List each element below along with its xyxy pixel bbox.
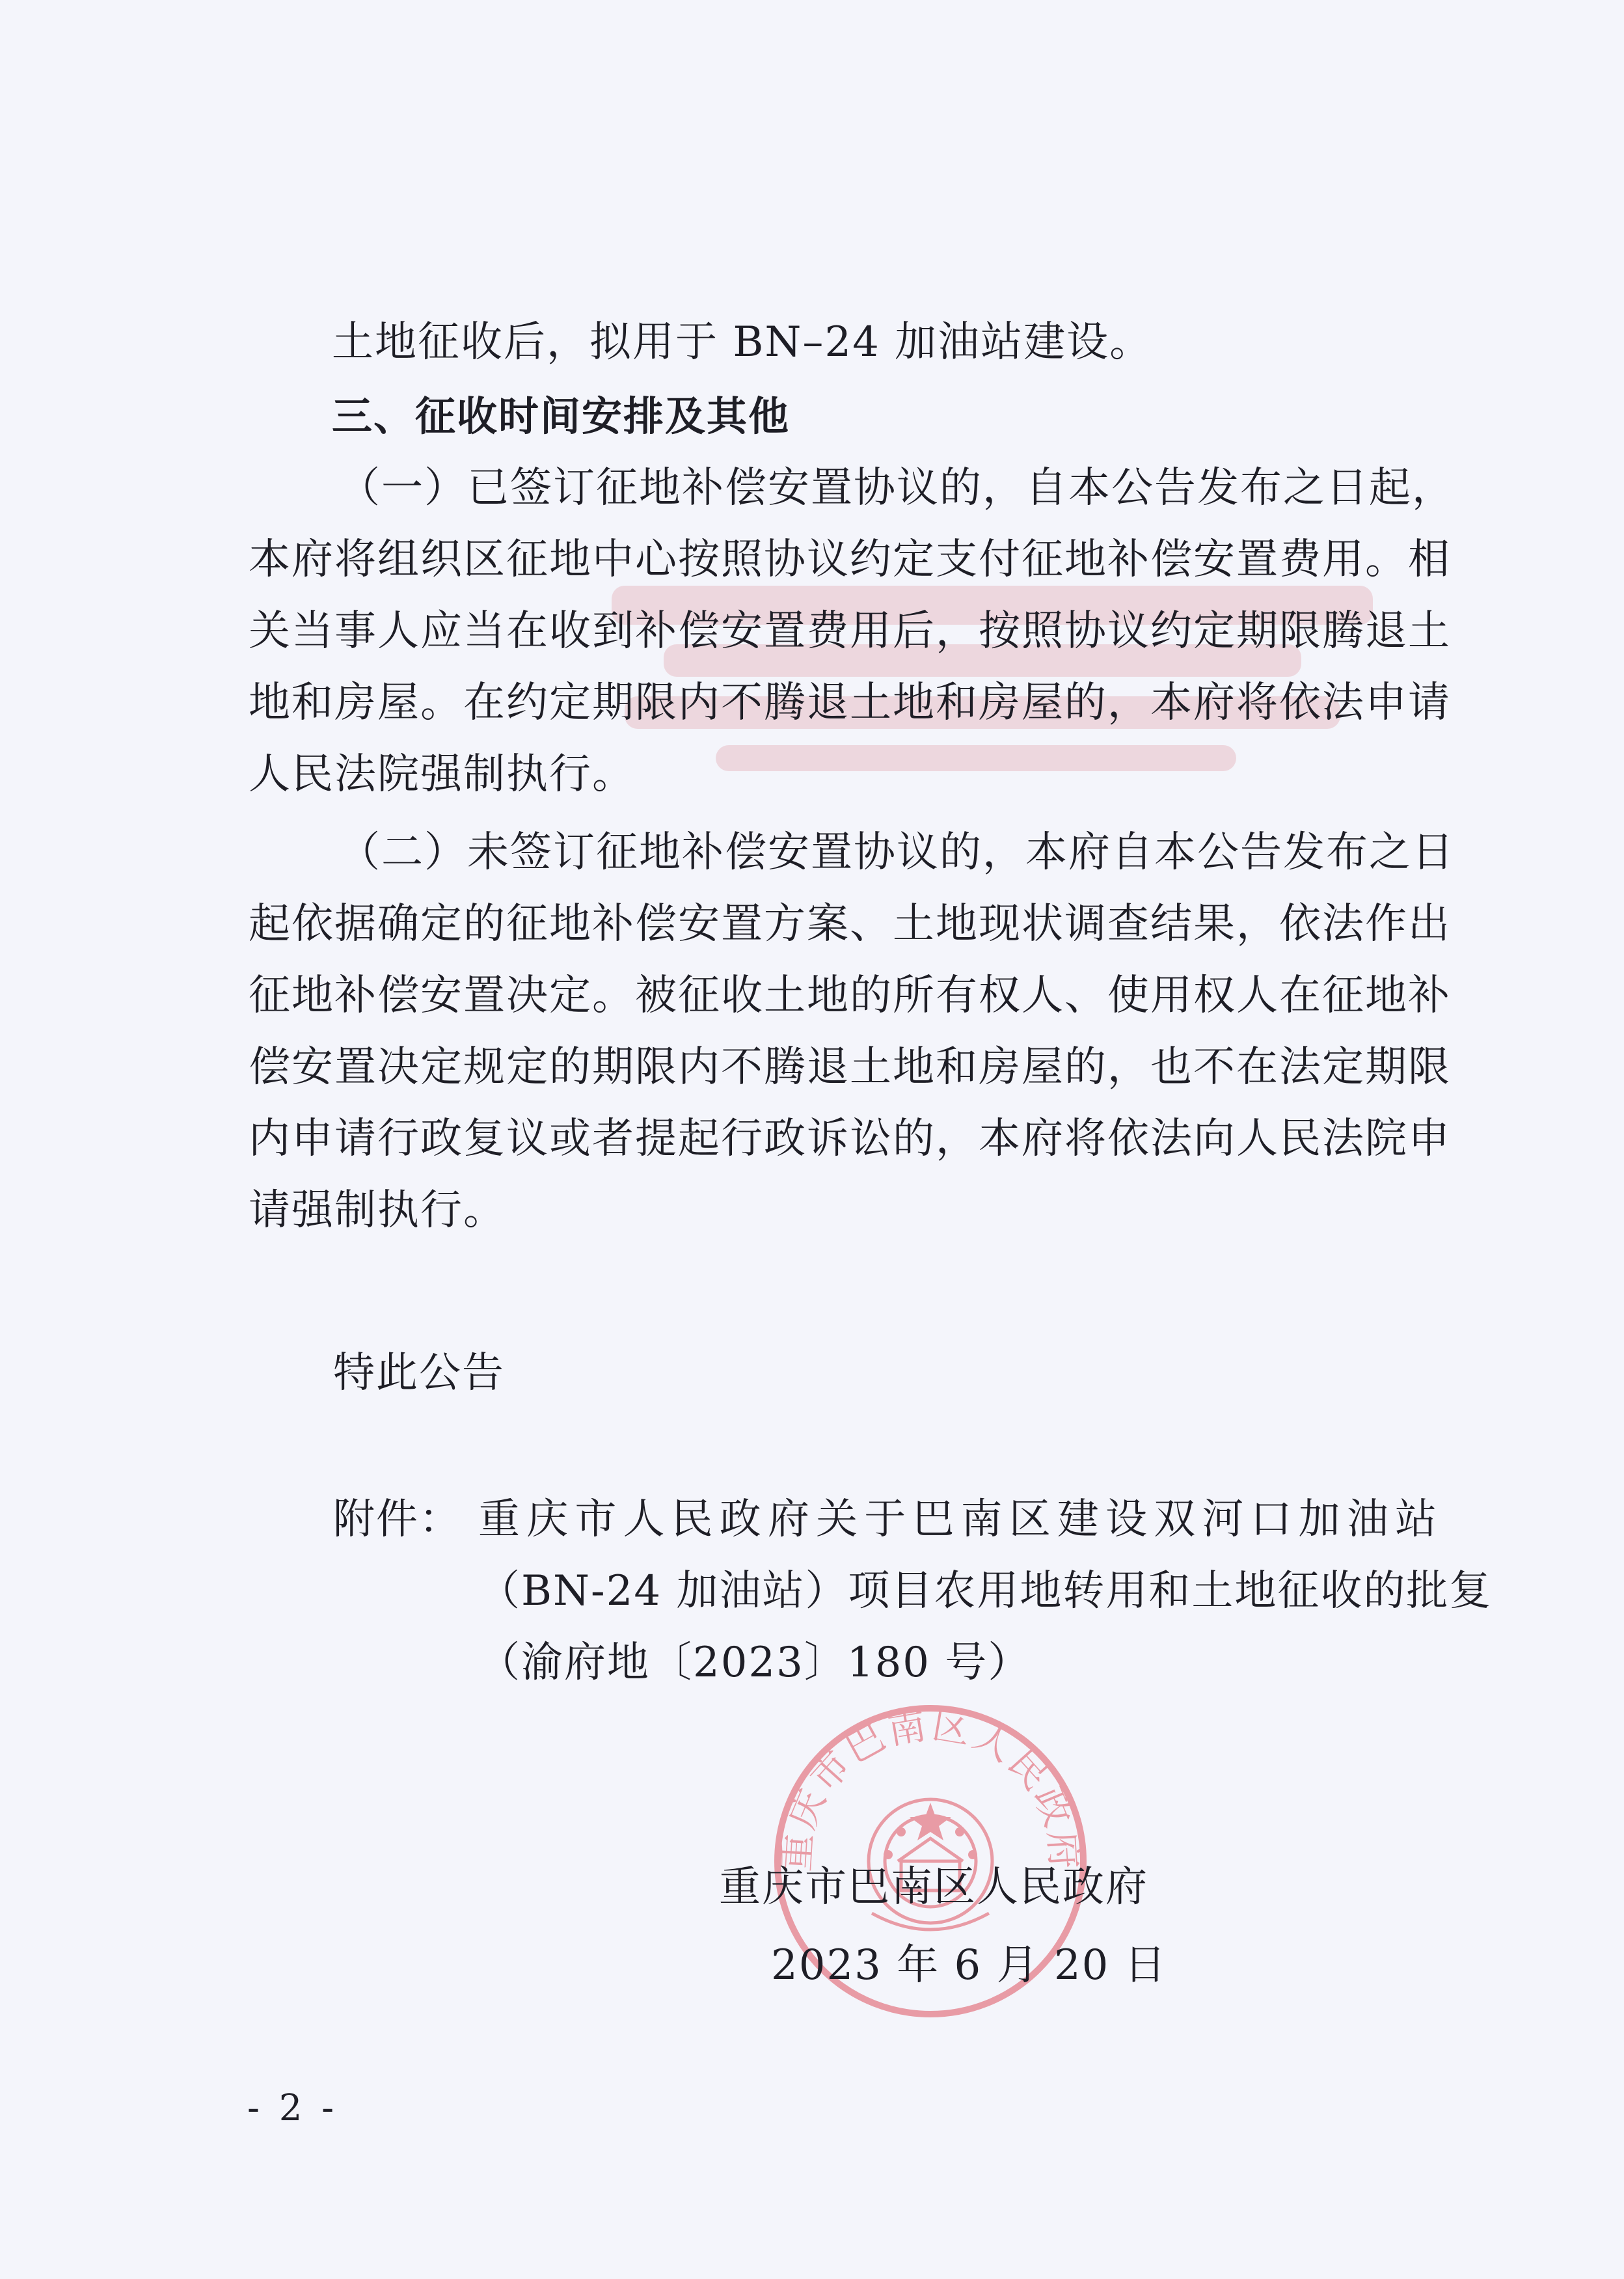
attachment-label: 附件： xyxy=(333,1495,462,1544)
paragraph-1-line-3: 关当事人应当在收到补偿安置费用后，按照协议约定期限腾退土 xyxy=(249,607,1451,655)
page-number: - 2 - xyxy=(247,2087,338,2129)
paragraph-1-line-4: 地和房屋。在约定期限内不腾退土地和房屋的，本府将依法申请 xyxy=(249,679,1451,727)
paragraph-2-line-6: 请强制执行。 xyxy=(249,1186,506,1235)
paragraph-1-line-1: （一）已签订征地补偿安置协议的，自本公告发布之日起， xyxy=(338,464,1455,512)
paragraph-1-line-5: 人民法院强制执行。 xyxy=(249,750,635,798)
signature-org: 重庆市巴南区人民政府 xyxy=(719,1863,1148,1911)
paragraph-2-line-4: 偿安置决定规定的期限内不腾退土地和房屋的，也不在法定期限 xyxy=(249,1043,1451,1091)
paragraph-1-line-2: 本府将组织区征地中心按照协议约定支付征地补偿安置费用。相 xyxy=(249,536,1451,584)
intro-paragraph: 土地征收后，拟用于 BN–24 加油站建设。 xyxy=(332,318,1153,366)
paragraph-2-line-2: 起依据确定的征地补偿安置方案、土地现状调查结果，依法作出 xyxy=(249,900,1451,948)
paragraph-2-line-5: 内申请行政复议或者提起行政诉讼的，本府将依法向人民法院申 xyxy=(249,1115,1451,1163)
attachment-line-1: 重庆市人民政府关于巴南区建设双河口加油站 xyxy=(478,1495,1438,1544)
svg-text:重庆市巴南区人民政府 xyxy=(774,1702,1087,1872)
paragraph-2-line-3: 征地补偿安置决定。被征收土地的所有权人、使用权人在征地补 xyxy=(249,972,1451,1020)
attachment-line-2: （BN-24 加油站）项目农用地转用和土地征收的批复 xyxy=(478,1567,1493,1615)
section-heading: 三、征收时间安排及其他 xyxy=(332,392,791,440)
signature-date: 2023 年 6 月 20 日 xyxy=(771,1941,1167,1989)
seal-text: 重庆市巴南区人民政府 xyxy=(774,1702,1087,1873)
paragraph-2-line-1: （二）未签订征地补偿安置协议的，本府自本公告发布之日 xyxy=(338,828,1455,877)
closing-text: 特此公告 xyxy=(333,1349,505,1397)
attachment-line-3: （渝府地〔2023〕180 号） xyxy=(478,1639,1031,1687)
